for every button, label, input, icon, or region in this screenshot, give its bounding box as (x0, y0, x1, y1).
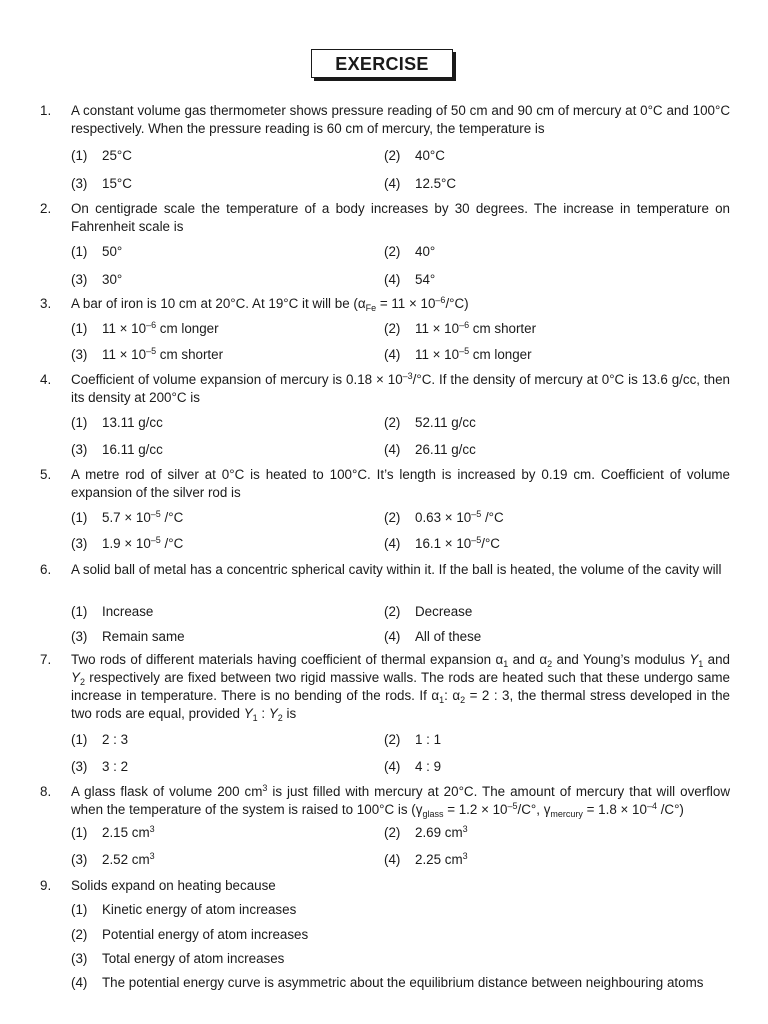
question-7 (40, 651, 730, 723)
option-number: (1) (71, 825, 88, 840)
option-text: $0.63 \times 10^{-5}$ /°C (415, 509, 504, 525)
option-4[interactable] (384, 175, 456, 193)
option-4[interactable] (384, 628, 481, 646)
option-number: (4) (384, 852, 401, 867)
option-1[interactable] (71, 824, 155, 842)
option-2[interactable] (384, 320, 536, 338)
option-number: (4) (384, 442, 401, 457)
question-1 (40, 102, 730, 138)
option-number: (4) (384, 272, 401, 287)
option-text: $16.1 \times 10^{-5}/^\circ C$ (415, 535, 500, 551)
option-number: (3) (71, 442, 88, 457)
option-3[interactable] (71, 535, 183, 553)
option-text: 40°C (415, 148, 445, 163)
option-1[interactable] (71, 414, 163, 432)
question-4 (40, 371, 730, 407)
option-2[interactable] (384, 603, 472, 621)
option-text: 15°C (102, 176, 132, 191)
option-number: (4) (384, 629, 401, 644)
option-number: (2) (384, 732, 401, 747)
option-number: (3) (71, 272, 88, 287)
option-text: 2.25 $cm^3$ (415, 851, 468, 867)
option-number: (4) (384, 347, 401, 362)
option-number: (1) (71, 732, 88, 747)
option-2[interactable] (384, 243, 435, 261)
option-number: (2) (384, 321, 401, 336)
option-text: 26.11 g/cc (415, 442, 476, 457)
option-3[interactable] (71, 851, 155, 869)
option-text: 2 : 3 (102, 732, 129, 747)
option-1[interactable] (71, 901, 296, 919)
option-text: 2.52 $cm^3$ (102, 851, 155, 867)
question-number: 8. (40, 784, 52, 799)
option-number: (2) (384, 148, 401, 163)
option-number: (4) (384, 176, 401, 191)
option-4[interactable] (384, 758, 441, 776)
option-text: 2.69 $cm^3$ (415, 824, 468, 840)
question-6 (40, 561, 730, 579)
option-text: Potential energy of atom increases (102, 927, 309, 942)
question-number: 2. (40, 201, 52, 216)
option-3[interactable] (71, 441, 163, 459)
option-4[interactable] (384, 441, 476, 459)
option-text: Decrease (415, 604, 473, 619)
option-3[interactable] (71, 628, 185, 646)
option-number: (3) (71, 759, 88, 774)
option-text: 25°C (102, 148, 132, 163)
option-number: (4) (71, 975, 88, 990)
option-4[interactable] (384, 346, 532, 364)
option-text: 52.11 g/cc (415, 415, 476, 430)
option-text: $11 \times 10^{-6}$ cm longer (102, 320, 219, 336)
option-number: (3) (71, 951, 88, 966)
option-2[interactable] (384, 731, 441, 749)
option-text: 30° (102, 272, 123, 287)
option-1[interactable] (71, 243, 122, 261)
option-number: (1) (71, 148, 88, 163)
option-number: (4) (384, 759, 401, 774)
question-number: 4. (40, 372, 52, 387)
question-9 (40, 877, 730, 895)
question-text: Coefficient of volume expansion of mercury is $0.18 \times 10^{-3}/^\circ C$. If the density of mercury at 0°C is 13.6 g/cc, then its density at 200°C is (71, 371, 730, 405)
option-text: Total energy of atom increases (102, 951, 285, 966)
option-text: 12.5°C (415, 176, 457, 191)
option-number: (1) (71, 244, 88, 259)
option-text: $1.9 \times 10^{-5}$ /°C (102, 535, 184, 551)
option-3[interactable] (71, 346, 223, 364)
option-text: $11 \times 10^{-5}$ cm shorter (102, 346, 224, 362)
option-text: 50° (102, 244, 123, 259)
option-text: 40° (415, 244, 436, 259)
option-number: (1) (71, 902, 88, 917)
option-text: Remain same (102, 629, 185, 644)
question-number: 1. (40, 103, 52, 118)
option-number: (3) (71, 176, 88, 191)
option-number: (1) (71, 604, 88, 619)
option-2[interactable] (384, 147, 445, 165)
option-3[interactable] (71, 175, 132, 193)
question-number: 7. (40, 652, 52, 667)
option-number: (2) (384, 825, 401, 840)
option-number: (2) (384, 604, 401, 619)
option-1[interactable] (71, 320, 219, 338)
option-number: (3) (71, 852, 88, 867)
question-text: A constant volume gas thermometer shows pressure reading of 50 cm and 90 cm of mercury at 0°C and 100°C respectively. When the pressure reading is 60 cm of mercury, the temperature is (71, 103, 730, 136)
option-text: $5.7 \times 10^{-5}$ /°C (102, 509, 184, 525)
question-3 (40, 295, 730, 313)
question-text: Two rods of different materials having coefficient of thermal expansion $\alpha_1$ and $\alpha_2$ and Young’s modulus $Y_1$ and $Y_2$ respectively are fixed between two rigid massive walls. The rods are heated such that these undergo same increase in temperature. There is no bending of the rods. If $\alpha_1$: $\alpha_2 = 2$ : 3, the thermal stress developed in the two rods are equal, provided $Y_1$ : $Y_2$ is (71, 652, 731, 723)
option-number: (4) (384, 536, 401, 551)
option-text: All of these (415, 629, 482, 644)
exercise-title: EXERCISE (311, 49, 453, 78)
option-2[interactable] (384, 824, 468, 842)
option-number: (1) (71, 321, 88, 336)
option-1[interactable] (71, 147, 132, 165)
option-text: 4 : 9 (415, 759, 442, 774)
option-text: $11 \times 10^{-6}$ cm shorter (415, 320, 537, 336)
option-3[interactable] (71, 950, 284, 968)
option-text: The potential energy curve is asymmetric about the equilibrium distance between neighbouring atoms (102, 975, 704, 990)
question-8 (40, 783, 730, 819)
question-text: A bar of iron is 10 cm at 20°C. At 19°C it will be $(\alpha_{Fe} = 11 \times 10^{-6}/^\circ C)$ (71, 295, 469, 313)
option-4[interactable] (384, 851, 468, 869)
question-text: A glass flask of volume 200 $cm^3$ is just filled with mercury at 20°C. The amount of mercury that will overflow when the temperature of the system is raised to 100°C is ($\gamma_{glass} = 1.2 \times 10^{-5}/C^\circ$, $\gamma_{mercury} = 1.8 \times 10^{-4}$ /C°) (71, 783, 730, 819)
option-4[interactable] (384, 271, 435, 289)
question-text: On centigrade scale the temperature of a body increases by 30 degrees. The increase in temperature on Fahrenheit scale is (71, 201, 730, 234)
option-number: (2) (384, 415, 401, 430)
option-text: 1 : 1 (415, 732, 442, 747)
option-text: 2.15 $cm^3$ (102, 824, 155, 840)
option-text: 16.11 g/cc (102, 442, 163, 457)
option-number: (2) (71, 927, 88, 942)
question-2 (40, 200, 730, 236)
option-text: Increase (102, 604, 154, 619)
option-text: 3 : 2 (102, 759, 129, 774)
option-text: 54° (415, 272, 436, 287)
option-3[interactable] (71, 758, 128, 776)
question-number: 6. (40, 562, 52, 577)
option-2[interactable] (384, 414, 476, 432)
option-text: 13.11 g/cc (102, 415, 163, 430)
option-4[interactable] (384, 535, 500, 553)
option-text: Kinetic energy of atom increases (102, 902, 297, 917)
option-1[interactable] (71, 603, 153, 621)
option-number: (1) (71, 510, 88, 525)
option-3[interactable] (71, 271, 122, 289)
option-4[interactable] (71, 974, 703, 992)
question-text: A solid ball of metal has a concentric spherical cavity within it. If the ball is heated, the volume of the cavity will (71, 562, 722, 577)
question-text: Solids expand on heating because (71, 878, 276, 893)
question-number: 5. (40, 467, 52, 482)
option-2[interactable] (71, 926, 308, 944)
question-5 (40, 466, 730, 502)
option-number: (2) (384, 244, 401, 259)
question-number: 3. (40, 296, 52, 311)
option-2[interactable] (384, 509, 504, 527)
option-number: (1) (71, 415, 88, 430)
option-number: (3) (71, 629, 88, 644)
option-text: $11 \times 10^{-5}$ cm longer (415, 346, 532, 362)
question-number: 9. (40, 878, 52, 893)
option-number: (3) (71, 347, 88, 362)
option-number: (3) (71, 536, 88, 551)
option-number: (2) (384, 510, 401, 525)
option-1[interactable] (71, 509, 183, 527)
question-text: A metre rod of silver at 0°C is heated to 100°C. It’s length is increased by 0.19 cm. Coefficient of volume expansion of the silver rod is (71, 467, 730, 500)
option-1[interactable] (71, 731, 128, 749)
